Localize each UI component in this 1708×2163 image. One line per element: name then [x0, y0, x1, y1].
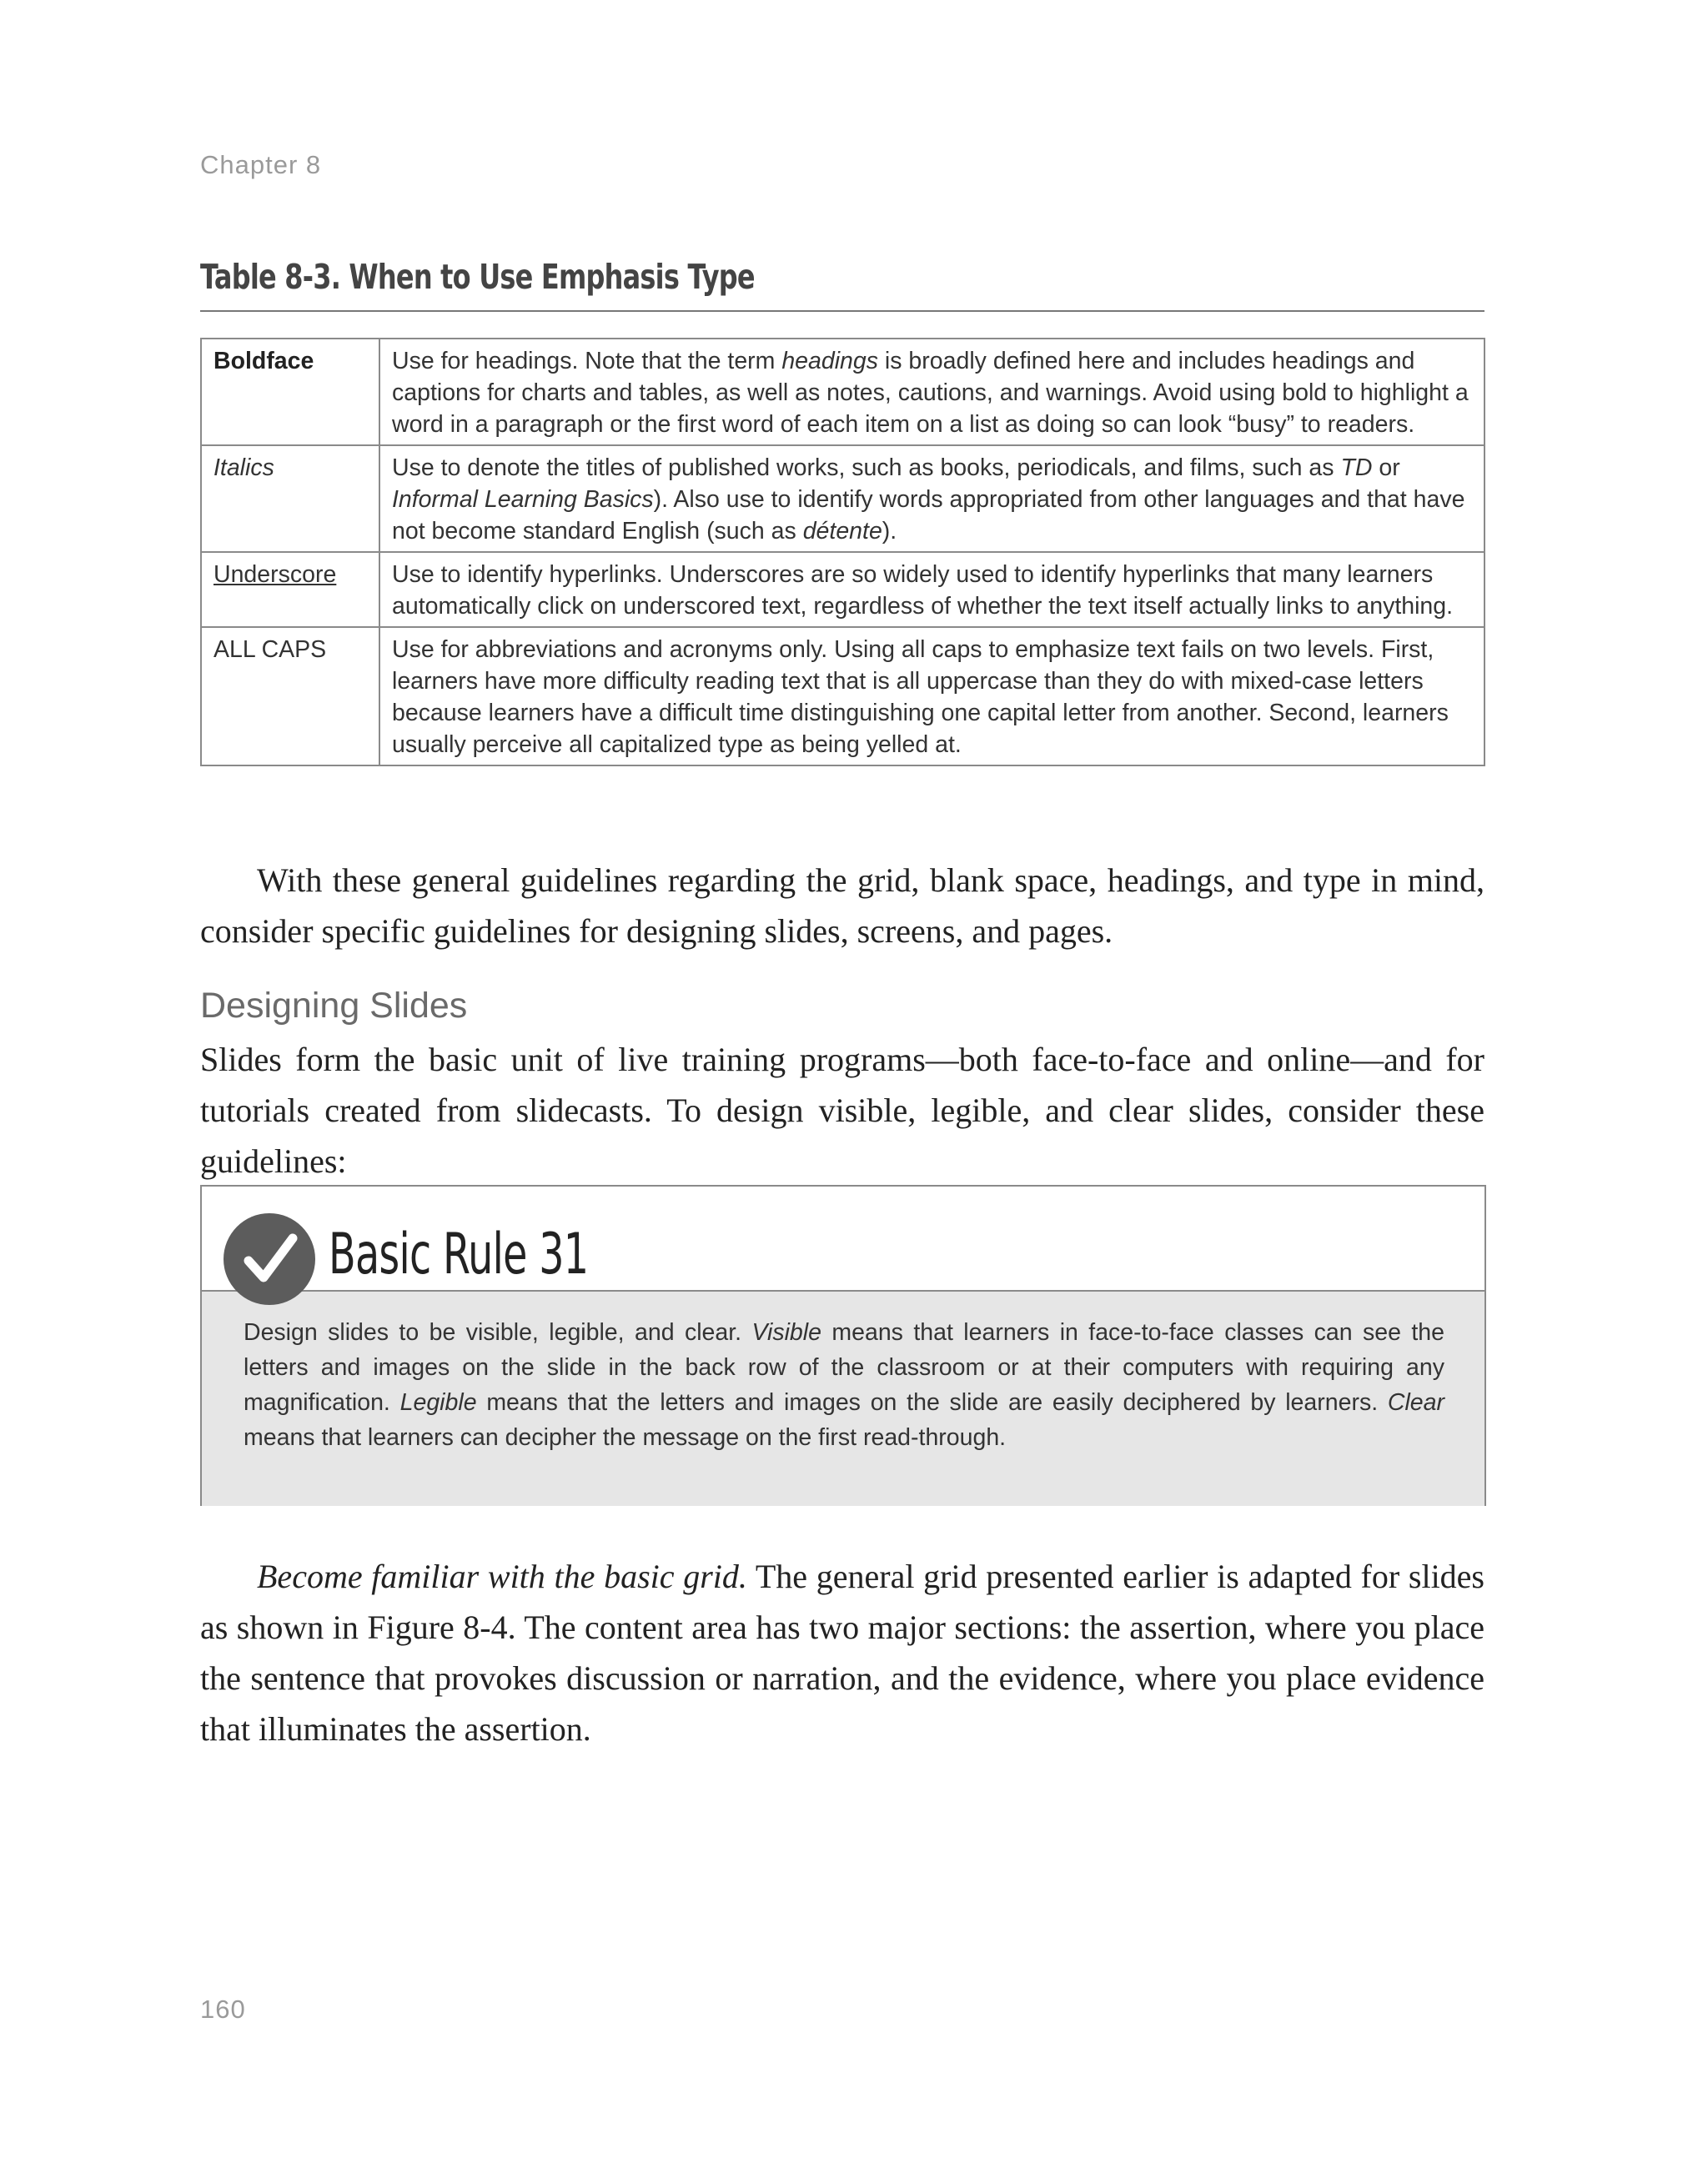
text-run: is broadly defined here and includes headings and captions for charts and tables, as well as notes, cautions, and warnings. Avoid using bold to highlight a word in a paragraph or the first word of each item on a list as doing so can look “busy” to readers. [392, 348, 1469, 438]
table-cell-term: ALL CAPS [201, 627, 379, 765]
text-run: Use for abbreviations and acronyms only. Using all caps to emphasize text fails on two levels. First, learners have more difficulty reading text that is all uppercase than they do with mixed-case letters because learners have a difficult time distinguishing one capital letter from another. Second, learners usually perceive all capitalized type as being yelled at. [392, 636, 1449, 758]
text-run: Use for headings. Note that the term [392, 348, 782, 374]
page-number: 160 [200, 1995, 246, 2024]
table-cell-description [379, 339, 1484, 445]
table-cell-term: Boldface [201, 339, 379, 445]
body-paragraph: With these general guidelines regarding the grid, blank space, headings, and type in mind, consider specific guidelines for designing slides, screens, and pages. [200, 861, 1484, 950]
callout-body [202, 1290, 1484, 1506]
table-cell-description [379, 552, 1484, 627]
table-caption: Table 8-3. When to Use Emphasis Type [200, 257, 755, 297]
callout-title: Basic Rule 31 [329, 1222, 589, 1287]
text-run: Use to identify hyperlinks. Underscores are so widely used to identify hyperlinks that many learners automatically click on underscored text, regardless of whether the text itself actually links to anything. [392, 561, 1454, 620]
text-run: Use to denote the titles of published works, such as books, periodicals, and films, such as [392, 454, 1341, 481]
text-run: Design slides to be visible, legible, and clear. [244, 1319, 752, 1346]
table-cell-description [379, 627, 1484, 765]
italic-lead-in: Become familiar with the basic grid. [257, 1558, 747, 1595]
italic-text-run: TD [1340, 454, 1373, 481]
basic-rule-callout [200, 1185, 1486, 1506]
table-cell-term [201, 552, 379, 627]
table-cell-term: Italics [201, 445, 379, 552]
italic-text-run: Clear [1387, 1389, 1444, 1416]
table-row [201, 627, 1484, 765]
table-cell-description [379, 445, 1484, 552]
text-run: means that learners in face-to-face classes can see the letters and images on the slide in the back row of the classroom or at their computers with requiring any magnification. [244, 1319, 1445, 1416]
underlined-term: Underscore [214, 561, 337, 588]
table-row [201, 552, 1484, 627]
body-paragraph [200, 1551, 1484, 1754]
text-run: means that learners can decipher the message on the first read-through. [244, 1424, 1007, 1451]
section-intro-paragraph: Slides form the basic unit of live training programs—both face-to-face and online—and for tutorials created from slidecasts. To design visible, legible, and clear slides, consider these guidelines: [200, 1041, 1484, 1180]
table-row [201, 339, 1484, 445]
text-run: ). [882, 518, 897, 545]
italic-text-run: Legible [399, 1389, 477, 1416]
table-row [201, 445, 1484, 552]
running-header: Chapter 8 [200, 150, 322, 179]
italic-text-run: Visible [751, 1319, 821, 1346]
text-run: ). Also use to identify words appropriated from other languages and that have not become standard English (such as [392, 486, 1465, 545]
italic-text-run: headings [781, 348, 879, 374]
callout-text [244, 1315, 1444, 1455]
italic-text-run: détente [802, 518, 882, 545]
text-run: The general grid presented earlier is adapted for slides as shown in Figure 8-4. The content area has two major sections: the assertion, where you place the sentence that provokes discussion or narration, and the evidence, where you place evidence that illuminates the assertion. [200, 1558, 1485, 1748]
text-run: means that the letters and images on the slide are easily deciphered by learners. [476, 1389, 1388, 1416]
section-heading: Designing Slides [200, 986, 468, 1026]
caption-divider [200, 310, 1484, 312]
checkmark-icon [224, 1213, 315, 1305]
italic-text-run: Informal Learning Basics [392, 486, 654, 513]
text-run: or [1372, 454, 1400, 481]
emphasis-type-table [200, 338, 1485, 766]
